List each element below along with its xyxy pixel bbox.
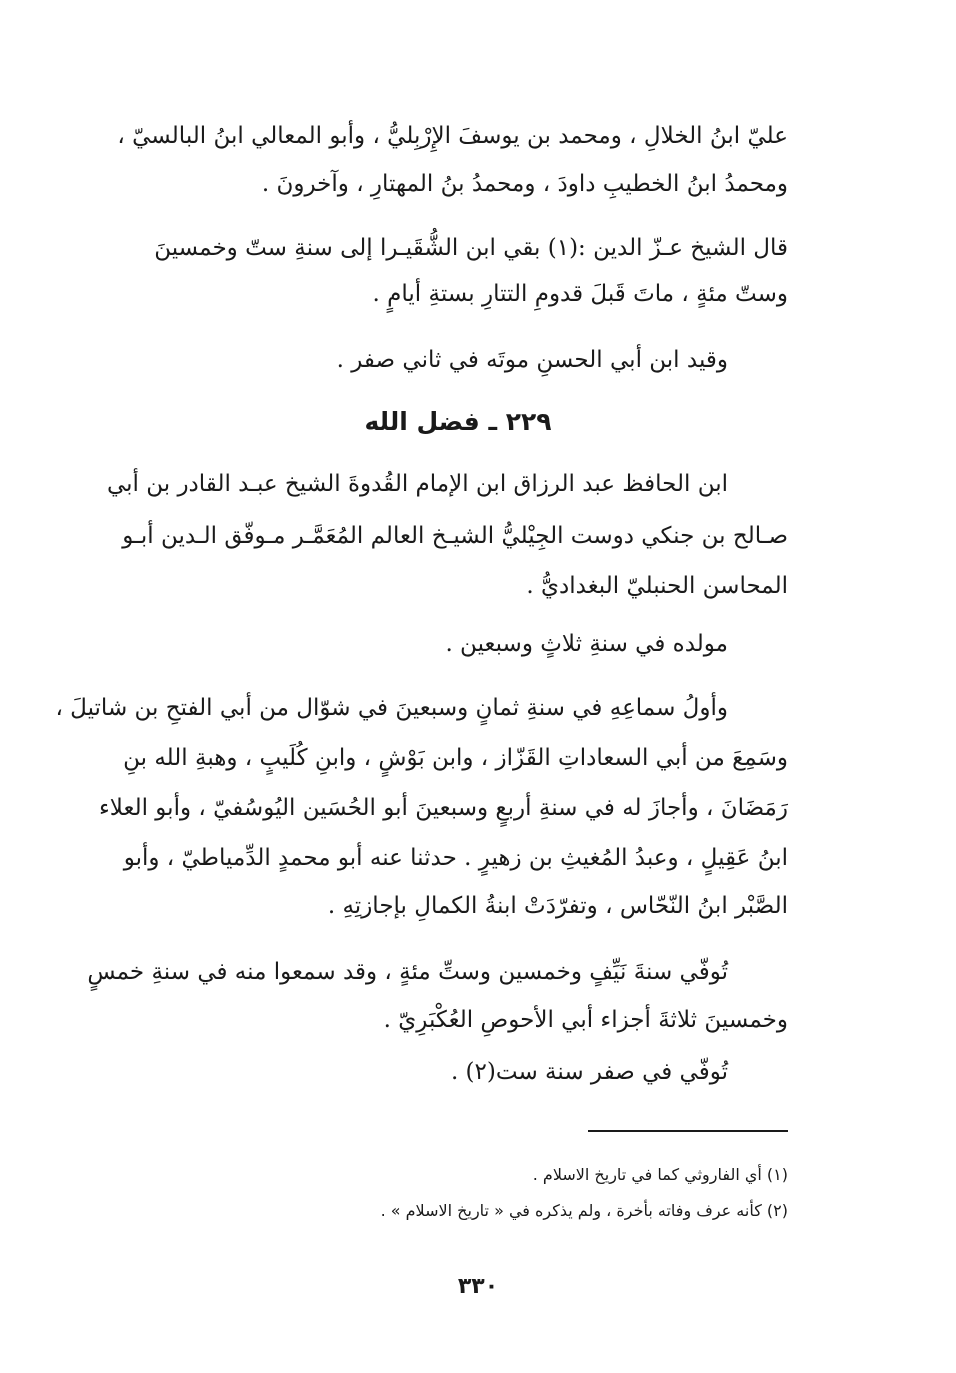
text-line: وسَمِعَ من أبي السعاداتِ القَزّاز ، وابن بَوْشٍ ، وابنِ كُلَيبٍ ، وهبةِ الله بنِ (123, 745, 788, 771)
text-line: المحاسن الحنبليّ البغداديُّ . (526, 573, 788, 599)
text-line: رَمَضَانَ ، وأجازَ له في سنةِ أربعٍ وسبعينَ أبو الحُسَين اليُوسُفيّ ، وأبو العلاء (98, 795, 788, 821)
text-line: ابنُ عَقِيلٍ ، وعبدُ المُغيثِ بن زهيرٍ . حدثنا عنه أبو محمدٍ الدِّمياطيّ ، وأبو (123, 845, 788, 871)
section-heading: ٢٢٩ ـ فضل الله (364, 407, 552, 436)
text-line: تُوفّي في صفر سنة ست(٢) . (450, 1059, 728, 1085)
text-line: مولده في سنةِ ثلاثٍ وسبعين . (445, 631, 728, 657)
text-line: الصَّبْر ابنُ النّحّاس ، وتفرّدَتْ ابنةُ الكمالِ بإجازتِهِ . (327, 893, 788, 919)
footnote: (١) أي الفاروثي كما في تاريخ الاسلام . (532, 1165, 788, 1184)
footnote: (٢) كأنه عرف وفاته بأخرة ، ولم يذكره في « تاريخ الاسلام » . (380, 1201, 788, 1220)
page-number: ٣٣٠ (457, 1274, 499, 1299)
text-line: تُوفّي سنةَ نَيِّفٍ وخمسين وستِّ مئةٍ ، وقد سمعوا منه في سنةِ خمسٍ (87, 959, 728, 985)
footnote-divider (588, 1130, 788, 1132)
text-line: صـالح بن جنكي دوست الجِيْليُّ الشيـخ العالم المُعَمَّـر مـوفّق الـدين أبـو (122, 523, 788, 549)
text-line: قال الشيخ عـزّ الدين :(١) بقي ابن الشُّقَيـرا إلى سنةِ ستّ وخمسينَ (154, 235, 788, 261)
text-line: وستّ مئةٍ ، ماتَ قَبلَ قدومِ التتارِ بستةِ أيامٍ . (372, 281, 788, 307)
text-line: وقيد ابن أبي الحسنِ موتَه في ثاني صفر . (336, 347, 728, 373)
text-line: وأولُ سماعِهِ في سنةِ ثمانٍ وسبعينَ في شوّال من أبي الفتحِ بن شاتيلَ ، (55, 695, 728, 721)
text-line: ابن الحافظ عبد الرزاق ابن الإمام القُدوةَ الشيخ عبـد القادر بن أبي (106, 471, 728, 497)
text-line: وخمسينَ ثلاثةَ أجزاء أبي الأحوصِ العُكْبَرِيّ . (383, 1007, 788, 1033)
text-line: عليّ ابنُ الخلالِ ، ومحمد بن يوسفَ الإِرْبِليُّ ، وأبو المعالي ابنُ البالسيّ ، (117, 123, 788, 149)
text-line: ومحمدُ ابنُ الخطيبِ داودَ ، ومحمدُ بنُ المهتارِ ، وآخرونَ . (261, 171, 788, 197)
